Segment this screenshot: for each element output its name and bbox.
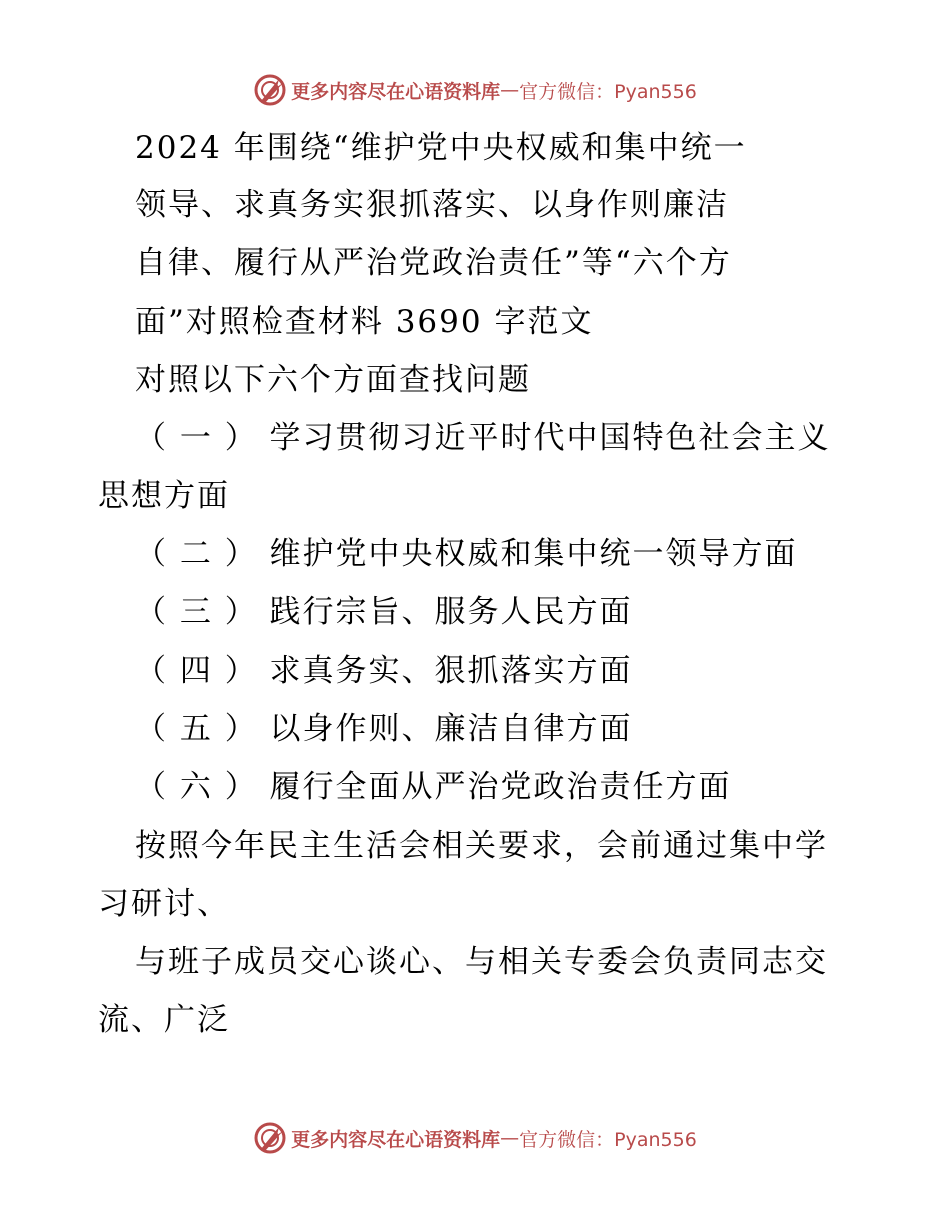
title-line-1: 2024 年围绕“维护党中央权威和集中统一 xyxy=(135,130,747,166)
watermark-main-text: 更多内容尽在心语资料库 xyxy=(291,80,501,103)
paragraph-1-line-2: 习研讨、 xyxy=(98,886,230,922)
item-1-line-2: 思想方面 xyxy=(98,478,230,514)
watermark-header xyxy=(0,70,950,110)
item-2: （ 二 ） 维护党中央权威和集中统一领导方面 xyxy=(135,536,798,572)
paragraph-2-line-1: 与班子成员交心谈心、与相关专委会负责同志交 xyxy=(135,944,828,980)
item-3: （ 三 ） 践行宗旨、服务人民方面 xyxy=(135,594,633,630)
item-5: （ 五 ） 以身作则、廉洁自律方面 xyxy=(135,711,633,747)
paragraph-2-line-2: 流、广泛 xyxy=(98,1002,230,1038)
title-line-2: 领导、求真务实狠抓落实、以身作则廉洁 xyxy=(135,187,729,223)
watermark-contact: 官方微信：Pyan556 xyxy=(519,1128,697,1151)
title-line-3: 自律、履行从严治党政治责任”等“六个方 xyxy=(135,245,732,281)
item-4: （ 四 ） 求真务实、狠抓落实方面 xyxy=(135,653,633,689)
title-line-4: 面”对照检查材料 3690 字范文 xyxy=(135,304,594,340)
item-6: （ 六 ） 履行全面从严治党政治责任方面 xyxy=(135,769,732,805)
paragraph-1-line-1: 按照今年民主生活会相关要求，会前通过集中学 xyxy=(135,828,828,864)
watermark-contact: 官方微信：Pyan556 xyxy=(519,80,697,103)
intro-text: 对照以下六个方面查找问题 xyxy=(135,362,531,398)
watermark-footer xyxy=(0,1118,950,1158)
watermark-main-text: 更多内容尽在心语资料库 xyxy=(291,1128,501,1151)
watermark-separator: — xyxy=(500,1127,520,1149)
item-1-line-1: （ 一 ） 学习贯彻习近平时代中国特色社会主义 xyxy=(135,420,831,456)
watermark-separator: — xyxy=(500,79,520,101)
quill-logo-icon xyxy=(253,1121,287,1155)
quill-logo-icon xyxy=(253,73,287,107)
